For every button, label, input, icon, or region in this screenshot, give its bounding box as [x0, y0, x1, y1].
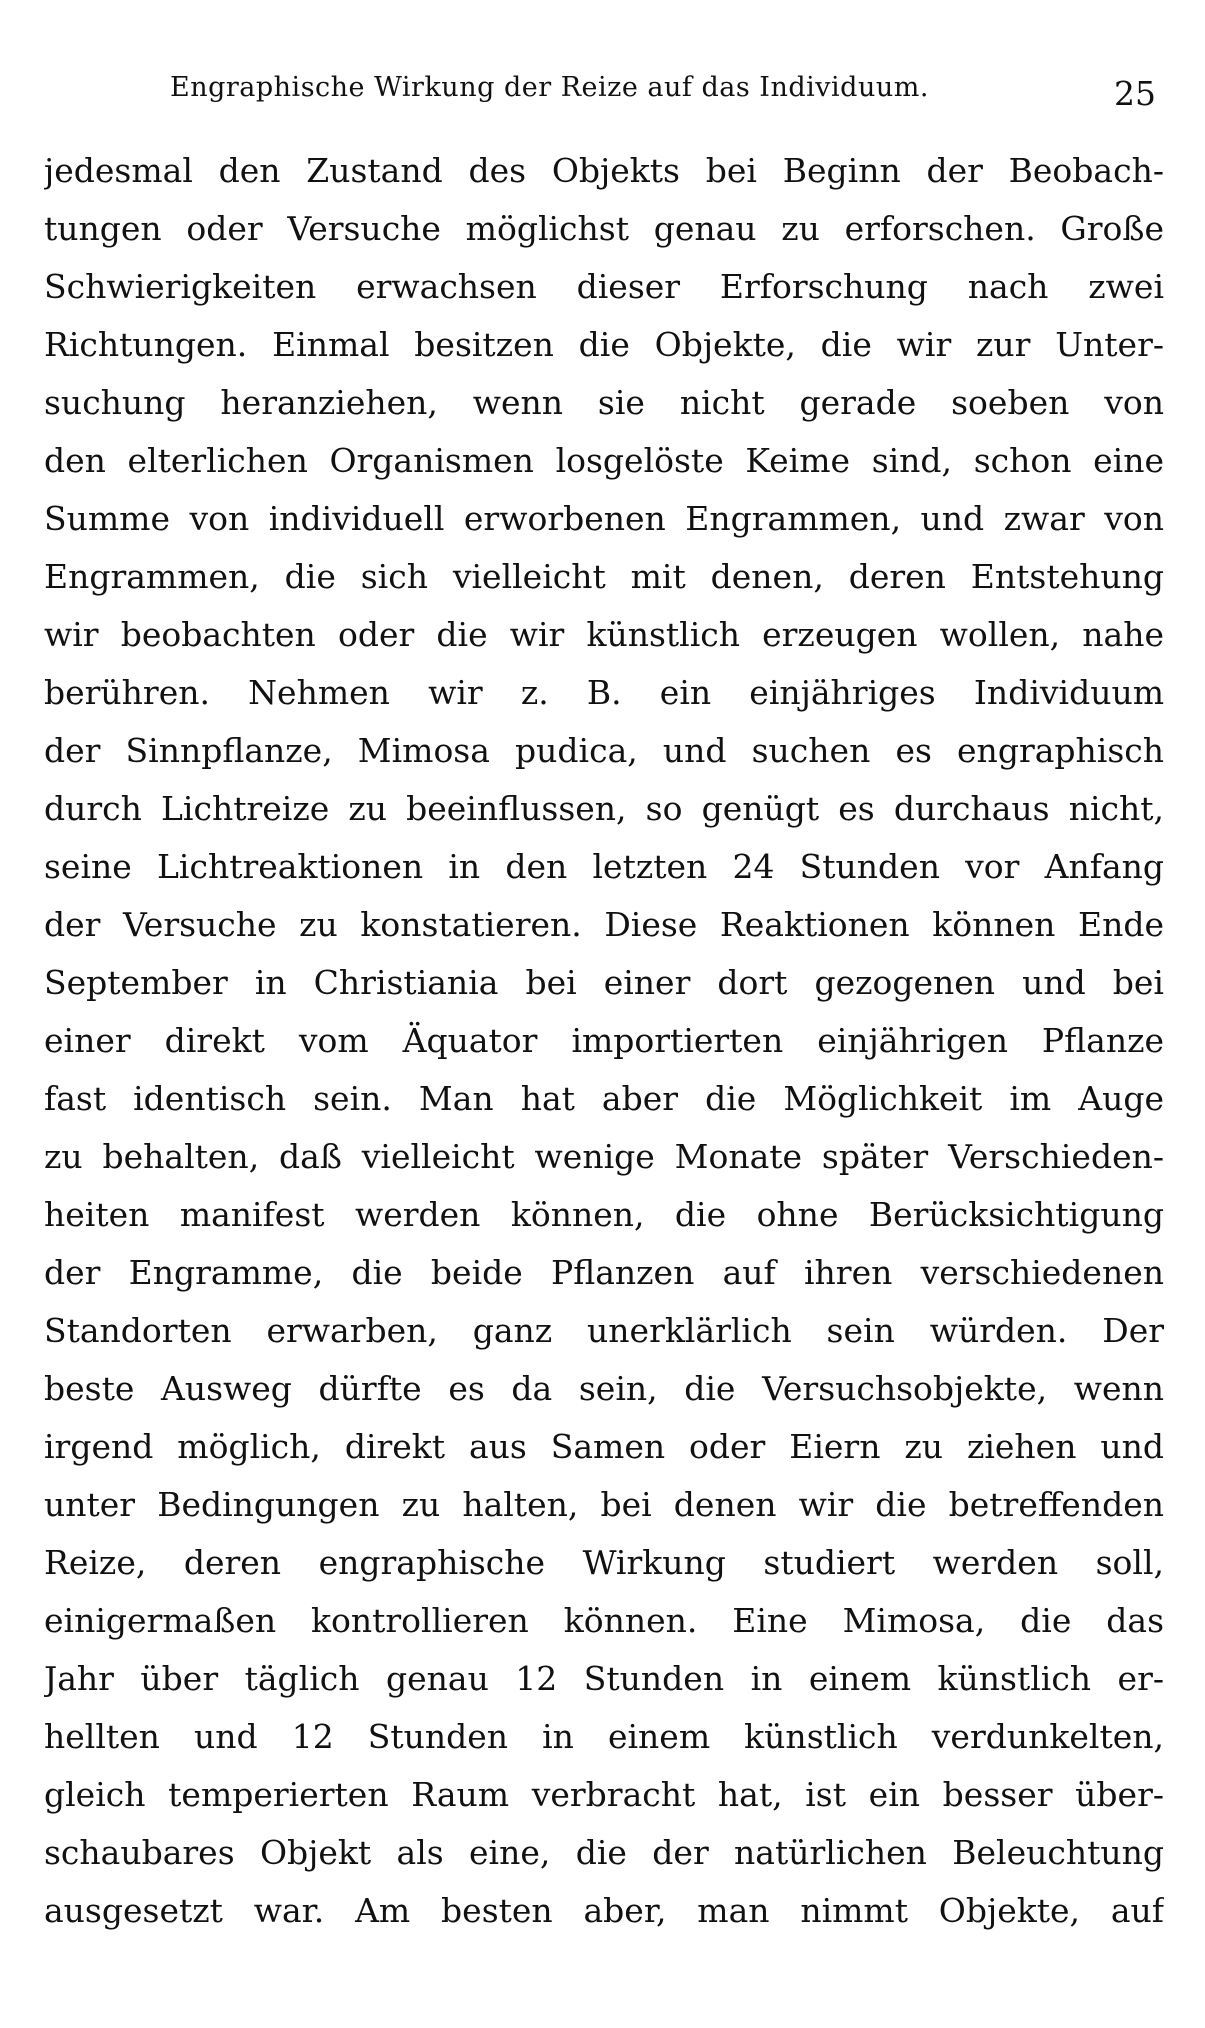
text-line: suchung heranziehen, wenn sie nicht gerade soeben von — [44, 383, 1164, 422]
text-line: berühren. Nehmen wir z. B. ein einjähriges Individuum — [44, 673, 1164, 712]
text-line: Summe von individuell erworbenen Engrammen, und zwar von — [44, 499, 1164, 538]
text-line: unter Bedingungen zu halten, bei denen wir die betreffenden — [44, 1485, 1164, 1524]
text-line: wir beobachten oder die wir künstlich erzeugen wollen, nahe — [44, 615, 1164, 654]
text-line: schaubares Objekt als eine, die der natürlichen Beleuchtung — [44, 1833, 1164, 1872]
text-line: tungen oder Versuche möglichst genau zu erforschen. Große — [44, 209, 1164, 248]
text-line: Richtungen. Einmal besitzen die Objekte, die wir zur Unter- — [44, 325, 1164, 364]
text-line: Reize, deren engraphische Wirkung studiert werden soll, — [44, 1543, 1164, 1582]
text-line: September in Christiania bei einer dort gezogenen und bei — [44, 963, 1164, 1002]
text-line: Engrammen, die sich vielleicht mit denen, deren Entstehung — [44, 557, 1164, 596]
text-line: einer direkt vom Äquator importierten einjährigen Pflanze — [44, 1021, 1164, 1060]
text-line: beste Ausweg dürfte es da sein, die Versuchsobjekte, wenn — [44, 1369, 1164, 1408]
text-line: einigermaßen kontrollieren können. Eine Mimosa, die das — [44, 1601, 1164, 1640]
text-line: seine Lichtreaktionen in den letzten 24 Stunden vor Anfang — [44, 847, 1164, 886]
body-text — [44, 142, 1164, 1940]
page-number: 25 — [1114, 74, 1156, 113]
text-line: Standorten erwarben, ganz unerklärlich sein würden. Der — [44, 1311, 1164, 1350]
running-title: Engraphische Wirkung der Reize auf das Individuum. — [170, 72, 929, 103]
text-line: Jahr über täglich genau 12 Stunden in einem künstlich er- — [44, 1659, 1164, 1698]
text-line: fast identisch sein. Man hat aber die Möglichkeit im Auge — [44, 1079, 1164, 1118]
text-line: ausgesetzt war. Am besten aber, man nimmt Objekte, auf — [44, 1891, 1164, 1930]
text-line: durch Lichtreize zu beeinflussen, so genügt es durchaus nicht, — [44, 789, 1164, 828]
text-line: den elterlichen Organismen losgelöste Keime sind, schon eine — [44, 441, 1164, 480]
text-line: zu behalten, daß vielleicht wenige Monate später Verschieden- — [44, 1137, 1164, 1176]
text-line: der Versuche zu konstatieren. Diese Reaktionen können Ende — [44, 905, 1164, 944]
text-line: jedesmal den Zustand des Objekts bei Beginn der Beobach- — [44, 151, 1164, 190]
text-line: hellten und 12 Stunden in einem künstlich verdunkelten, — [44, 1717, 1164, 1756]
text-line: Schwierigkeiten erwachsen dieser Erforschung nach zwei — [44, 267, 1164, 306]
text-line: irgend möglich, direkt aus Samen oder Eiern zu ziehen und — [44, 1427, 1164, 1466]
text-line: der Sinnpflanze, Mimosa pudica, und suchen es engraphisch — [44, 731, 1164, 770]
text-line: der Engramme, die beide Pflanzen auf ihren verschiedenen — [44, 1253, 1164, 1292]
text-line: gleich temperierten Raum verbracht hat, ist ein besser über- — [44, 1775, 1164, 1814]
text-line: heiten manifest werden können, die ohne Berücksichtigung — [44, 1195, 1164, 1234]
